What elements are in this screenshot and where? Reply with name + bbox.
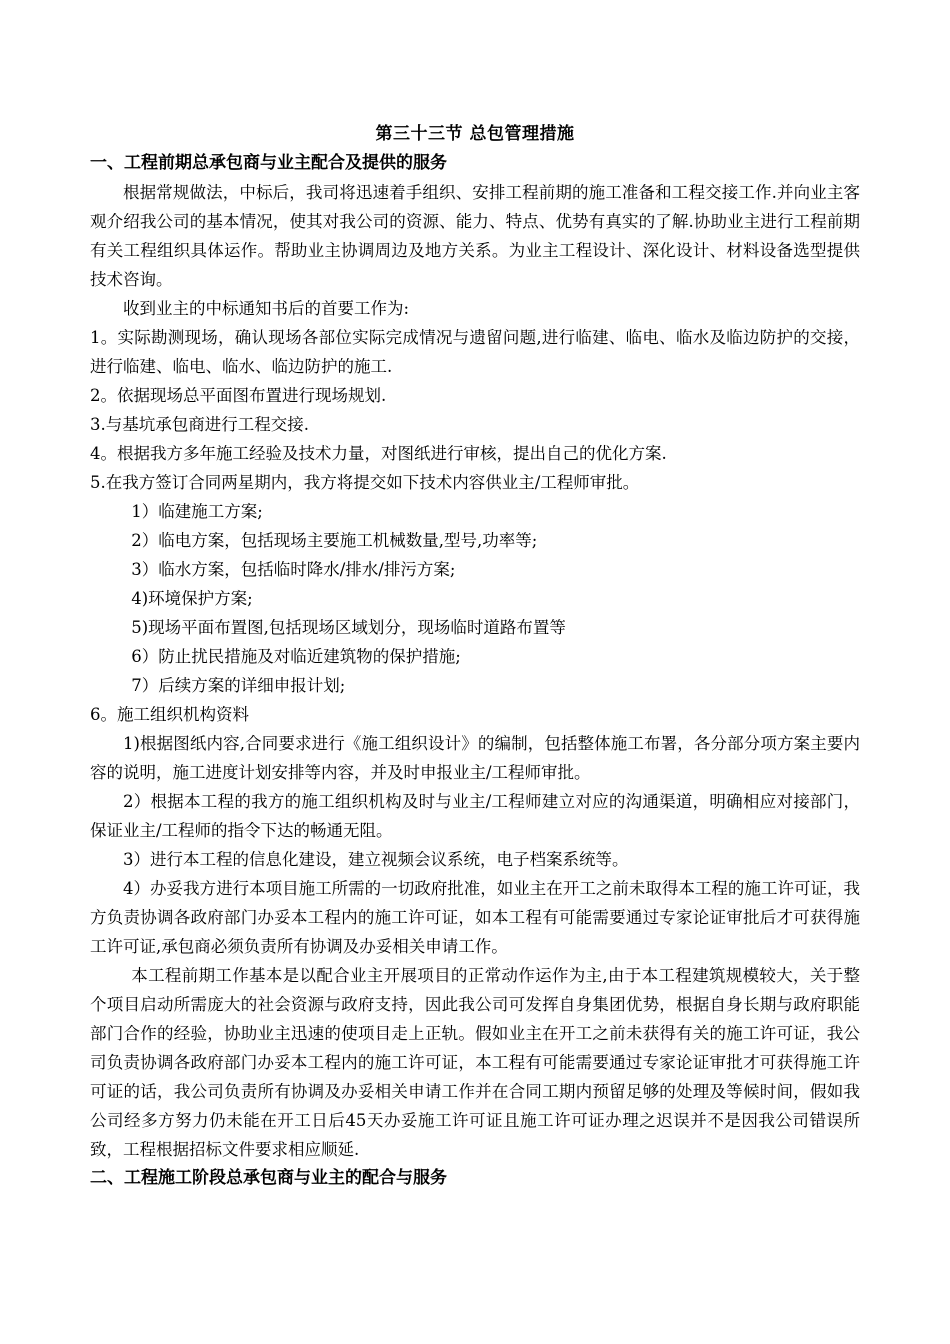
intro-paragraph: 根据常规做法，中标后，我司将迅速着手组织、安排工程前期的施工准备和工程交接工作.并向业主客观介绍我公司的基本情况，使其对我公司的资源、能力、特点、优势有真实的了解.协助业主进行工程前期有关工程组织具体运作。帮助业主协调周边及地方关系。为业主工程设计、深化设计、材料设备选型提供技术咨询。: [90, 183, 860, 289]
list-item-1: 1。实际勘测现场，确认现场各部位实际完成情况与遗留问题,进行临建、临电、临水及临边防护的交接，进行临建、临电、临水、临边防护的施工.: [90, 328, 860, 376]
list-item-3: 3.与基坑承包商进行工程交接.: [90, 415, 309, 434]
section-title: 第三十三节 总包管理措施: [375, 124, 575, 144]
org-paragraph-1: 1)根据图纸内容,合同要求进行《施工组织设计》的编制，包括整体施工布署，各分部分项方案主要内容的说明，施工进度计划安排等内容，并及时申报业主/工程师审批。: [90, 734, 860, 782]
org-paragraph-3: 3）进行本工程的信息化建设，建立视频会议系统，电子档案系统等。: [123, 850, 629, 869]
first-tasks-paragraph: 收到业主的中标通知书后的首要工作为:: [123, 299, 410, 318]
org-paragraph-2: 2）根据本工程的我方的施工组织机构及时与业主/工程师建立对应的沟通渠道，明确相应对接部门，保证业主/工程师的指令下达的畅通无阻。: [90, 792, 860, 840]
list-item-5: 5.在我方签订合同两星期内，我方将提交如下技术内容供业主/工程师审批。: [90, 473, 640, 492]
list-item-2: 2。依据现场总平面图布置进行现场规划.: [90, 386, 387, 405]
org-paragraph-4: 4）办妥我方进行本项目施工所需的一切政府批准，如业主在开工之前未取得本工程的施工许可证，我方负责协调各政府部门办妥本工程内的施工许可证，如本工程有可能需要通过专家论证审批后才可获得施工许可证,承包商必须负责所有协调及办妥相关申请工作。: [90, 879, 860, 956]
section1-heading: 一、工程前期总承包商与业主配合及提供的服务: [90, 153, 447, 173]
summary-paragraph: 本工程前期工作基本是以配合业主开展项目的正常动作运作为主,由于本工程建筑规模较大，关于整个项目启动所需庞大的社会资源与政府支持，因此我公司可发挥自身集团优势，根据自身长期与政府职能部门合作的经验，协助业主迅速的使项目走上正轨。假如业主在开工之前未获得有关的施工许可证，我公司负责协调各政府部门办妥本工程内的施工许可证，本工程有可能需要通过专家论证审批才可获得施工许可证的话，我公司负责所有协调及办妥相关申请工作并在合同工期内预留足够的处理及等候时间，假如我公司经多方努力仍未能在开工日后45天办妥施工许可证且施工许可证办理之迟误并不是因我公司错误所致，工程根据招标文件要求相应顺延.: [90, 966, 860, 1159]
sub-item: 4)环境保护方案;: [131, 589, 253, 608]
sub-item: 5)现场平面布置图,包括现场区域划分，现场临时道路布置等: [131, 618, 566, 637]
sub-item: 2）临电方案，包括现场主要施工机械数量,型号,功率等;: [131, 531, 538, 550]
list-item-4: 4。根据我方多年施工经验及技术力量，对图纸进行审核，提出自己的优化方案.: [90, 444, 667, 463]
sub-item: 1）临建施工方案;: [131, 502, 263, 521]
section2-heading: 二、工程施工阶段总承包商与业主的配合与服务: [90, 1168, 447, 1188]
sub-item: 3）临水方案，包括临时降水/排水/排污方案;: [131, 560, 456, 579]
sub-item: 7）后续方案的详细申报计划;: [131, 676, 346, 695]
list-item-6: 6。施工组织机构资料: [90, 705, 249, 724]
sub-item: 6）防止扰民措施及对临近建筑物的保护措施;: [131, 647, 461, 666]
document-page: [90, 120, 860, 1193]
